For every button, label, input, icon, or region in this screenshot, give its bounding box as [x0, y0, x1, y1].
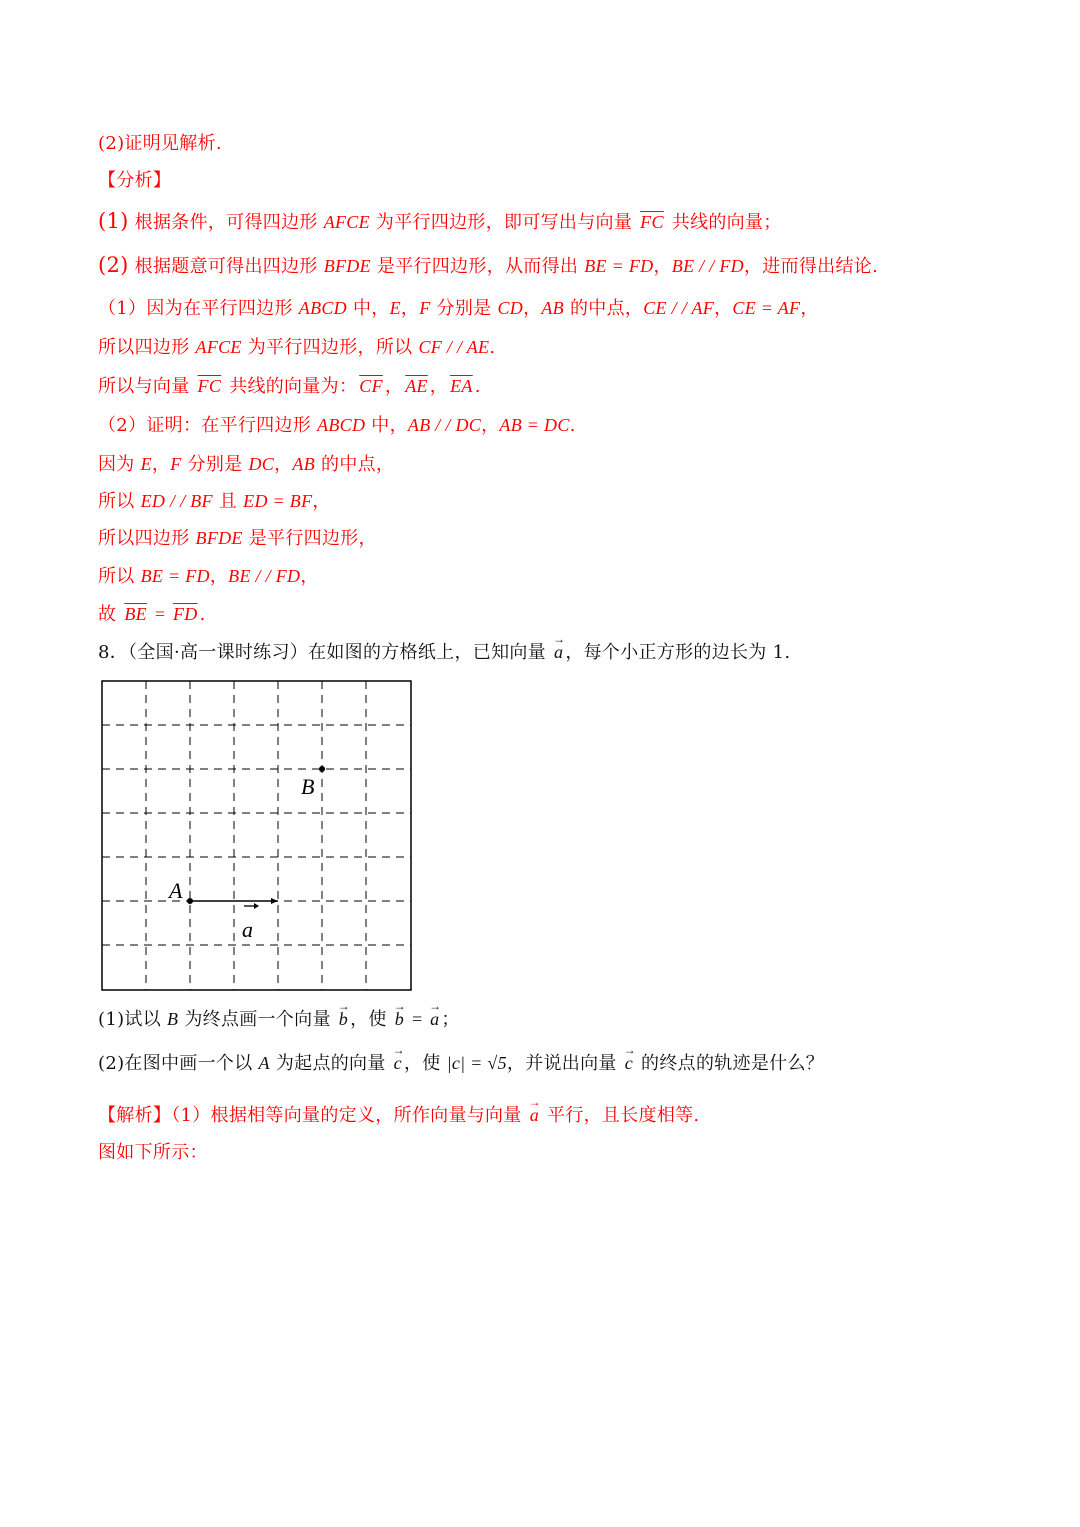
text: 的中点，: [315, 454, 395, 475]
vector-b: → b: [395, 1006, 404, 1032]
explanation-tag: 【解析】: [98, 1105, 172, 1126]
label-vector-a: a: [242, 917, 253, 942]
label-vector-a-arrow: [244, 903, 259, 909]
relation: CF / / AE: [418, 337, 490, 357]
vector-c: → c: [394, 1050, 402, 1076]
analysis-line-2: [98, 252, 878, 280]
relation: AB / / DC: [407, 415, 482, 435]
text: （2）证明：在平行四边形: [98, 415, 318, 436]
text: ，进而得出结论.: [743, 256, 879, 277]
vector-b: → b: [339, 1006, 348, 1032]
question-8-part-2: [98, 1050, 824, 1077]
text: （1）根据相等向量的定义，所作向量与向量: [171, 1105, 528, 1126]
grid-figure: [101, 680, 413, 992]
vector-a-arrowhead: [271, 898, 278, 904]
text: 是平行四边形，从而得出: [370, 256, 585, 277]
text: 所以与向量: [98, 376, 196, 397]
equals: =: [148, 604, 171, 624]
point-b: [319, 766, 325, 772]
solution-line-8: [98, 563, 319, 590]
equals: =: [406, 1009, 429, 1029]
text: 为平行四边形，即可写出与向量: [369, 212, 639, 233]
text: 根据条件，可得四边形: [128, 212, 324, 233]
relation: BE = FD: [140, 566, 210, 586]
text: ，: [384, 376, 404, 397]
vector-be: $\overline{BE}$: [124, 604, 147, 624]
point: E: [140, 454, 152, 474]
text: ，使: [403, 1053, 447, 1074]
text: 的中点，: [563, 298, 644, 319]
figure-name: ABCD: [317, 415, 366, 435]
text: 所以: [98, 491, 141, 512]
point: F: [419, 298, 431, 318]
text: 因为: [98, 454, 141, 475]
figure-name: ABCD: [298, 298, 347, 318]
vector-cf: $\overline{CF}$: [359, 376, 383, 396]
text: 平行，且长度相等.: [541, 1105, 700, 1126]
figure-caption: 图如下所示：: [98, 1142, 208, 1163]
figure-name: AFCE: [323, 212, 370, 232]
solution-line-3: [98, 373, 481, 400]
text: .: [489, 337, 496, 358]
text: ，并说出向量: [506, 1053, 623, 1074]
relation: ED = BF: [243, 491, 313, 511]
solution-line-9: [98, 601, 206, 628]
vector-ae: $\overline{AE}$: [405, 376, 428, 396]
segment: DC: [248, 454, 275, 474]
point: E: [389, 298, 401, 318]
figure-name: BFDE: [195, 528, 243, 548]
explanation-line: [98, 1102, 699, 1129]
text: 8．（全国·高一课时练习）在如图的方格纸上，已知向量: [98, 642, 552, 663]
relation: BE / / FD: [228, 566, 301, 586]
text: ；: [441, 1009, 460, 1030]
grid-border: [102, 681, 411, 990]
point: F: [170, 454, 182, 474]
vector-ea: $\overline{EA}$: [450, 376, 473, 396]
equation: BE = FD: [584, 256, 654, 276]
text: （1）因为在平行四边形: [98, 298, 299, 319]
text: 共线的向量为：: [223, 376, 358, 397]
text: 所以四边形: [98, 528, 196, 549]
text: 是平行四边形，: [242, 528, 377, 549]
text: ，: [429, 376, 449, 397]
text: 为平行四边形，所以: [241, 337, 419, 358]
question-8-part-1: [98, 1006, 460, 1033]
label-b: B: [301, 774, 315, 799]
text: 中，: [346, 298, 390, 319]
vector-a: → a: [430, 1006, 439, 1032]
point: A: [258, 1053, 270, 1073]
item-number: (1): [98, 209, 129, 233]
text: 所以四边形: [98, 337, 196, 358]
solution-line-6: [98, 488, 331, 515]
segment: CD: [497, 298, 524, 318]
text: 为终点画一个向量: [178, 1009, 337, 1030]
relation: ED / / BF: [140, 491, 213, 511]
text: ，: [523, 298, 542, 319]
text: ，: [400, 298, 420, 319]
text: ，: [300, 566, 319, 587]
point: B: [167, 1009, 179, 1029]
answer-part2: (2)证明见解析.: [98, 133, 222, 154]
text: 故: [98, 604, 123, 625]
figure-name: BFDE: [323, 256, 371, 276]
text: 分别是: [430, 298, 498, 319]
vector-a: → a: [554, 639, 563, 665]
text: 为起点的向量: [269, 1053, 392, 1074]
text: ，: [209, 566, 229, 587]
segment: AB: [292, 454, 315, 474]
relation: CE = AF: [732, 298, 801, 318]
text: ，: [151, 454, 171, 475]
text: 根据题意可得出四边形: [128, 256, 324, 277]
text: ，: [481, 415, 500, 436]
solution-line-5: [98, 451, 394, 478]
text: ，每个小正方形的边长为 1.: [565, 642, 791, 663]
vector-fc: $\overline{FC}$: [640, 212, 664, 232]
analysis-tag: 【分析】: [98, 170, 172, 191]
text: ，: [800, 298, 819, 319]
analysis-line-1: [98, 208, 782, 236]
text: (1)试以: [98, 1009, 168, 1030]
text: 共线的向量；: [665, 212, 782, 233]
text: 所以: [98, 566, 141, 587]
magnitude-equation: |c| = √5: [446, 1053, 507, 1073]
segment: AB: [541, 298, 564, 318]
grid-lines: [102, 681, 411, 990]
item-number: (2): [98, 253, 129, 277]
text: .: [474, 376, 481, 397]
text: .: [569, 415, 576, 436]
text: (2)在图中画一个以: [98, 1053, 259, 1074]
equation: BE / / FD: [671, 256, 744, 276]
label-a: A: [169, 878, 183, 903]
text: ，: [312, 491, 331, 512]
vector-a: → a: [530, 1102, 539, 1128]
solution-line-7: [98, 525, 377, 552]
vector-fd: $\overline{FD}$: [172, 604, 198, 624]
text: 中，: [365, 415, 408, 436]
text: .: [199, 604, 206, 625]
text: ，使: [350, 1009, 393, 1030]
text: 分别是: [181, 454, 249, 475]
solution-line-4: [98, 412, 576, 439]
text: ，: [653, 256, 672, 277]
question-8: [98, 639, 790, 666]
figure-name: AFCE: [195, 337, 242, 357]
relation: CE / / AF: [643, 298, 715, 318]
text: ，: [274, 454, 293, 475]
vector-fc: $\overline{FC}$: [197, 376, 222, 396]
solution-line-2: [98, 334, 495, 361]
relation: AB = DC: [499, 415, 570, 435]
text: 且: [212, 491, 244, 512]
text: ，: [714, 298, 733, 319]
solution-line-1: [98, 295, 819, 322]
vector-c: → c: [625, 1050, 633, 1076]
text: 的终点的轨迹是什么？: [635, 1053, 825, 1074]
